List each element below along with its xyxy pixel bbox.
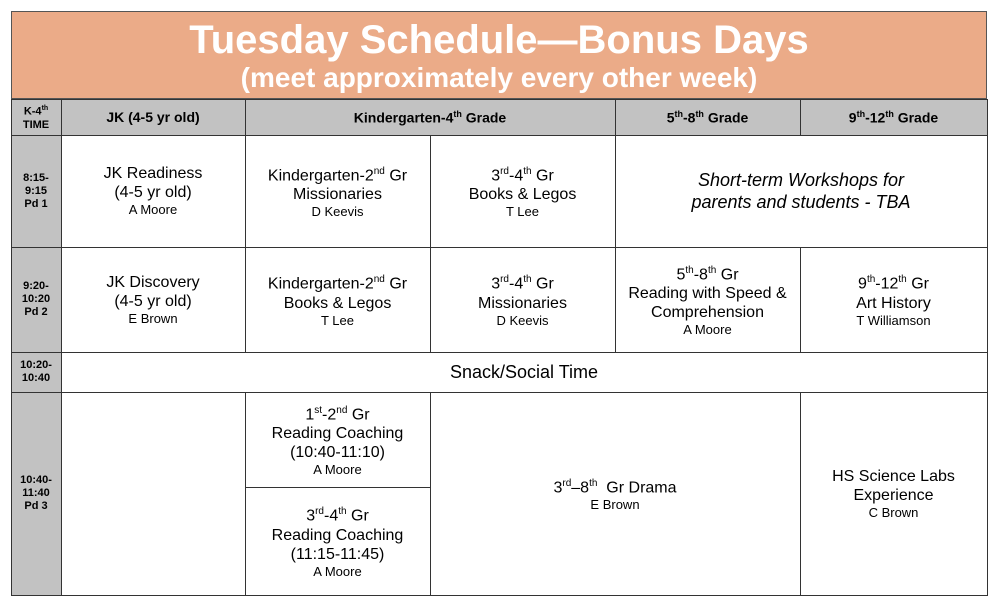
pd3-jk-empty [61, 392, 246, 596]
pd3-hs-science-labs: HS Science Labs Experience C Brown [800, 392, 988, 596]
pd3-reading-coaching-12: 1st-2nd Gr Reading Coaching (10:40-11:10) A Moore [245, 392, 431, 488]
pd3-drama-class: 3rd–8th Gr Drama E Brown [430, 392, 801, 596]
pd2-jk-class: JK Discovery (4-5 yr old) E Brown [61, 247, 246, 353]
pd1-k2-class: Kindergarten-2nd Gr Missionaries D Keevis [245, 135, 431, 248]
pd2-g912-class: 9th-12th Gr Art History T Williamson [800, 247, 988, 353]
time-pd2: 9:20- 10:20 Pd 2 [11, 247, 62, 353]
time-snack: 10:20- 10:40 [11, 352, 62, 393]
pd2-g34-class: 3rd-4th Gr Missionaries D Keevis [430, 247, 616, 353]
schedule-subtitle: (meet approximately every other week) [240, 62, 758, 93]
jk-column-header: JK (4-5 yr old) [61, 99, 246, 136]
pd2-k2-class: Kindergarten-2nd Gr Books & Legos T Lee [245, 247, 431, 353]
time-pd1: 8:15- 9:15 Pd 1 [11, 135, 62, 248]
pd2-g58-class: 5th-8th Gr Reading with Speed & Comprehension A Moore [615, 247, 801, 353]
time-pd3: 10:40- 11:40 Pd 3 [11, 392, 62, 596]
snack-social-time: Snack/Social Time [61, 352, 988, 393]
pd1-workshops: Short-term Workshops for parents and students - TBA [615, 135, 988, 248]
time-column-header: K-4th TIME [11, 99, 62, 136]
schedule-title: Tuesday Schedule—Bonus Days [189, 18, 809, 62]
schedule-header [11, 11, 987, 99]
pd3-reading-coaching-34: 3rd-4th Gr Reading Coaching (11:15-11:45) A Moore [245, 487, 431, 596]
k4-column-header: Kindergarten-4th Grade [245, 99, 616, 136]
g58-column-header: 5th-8th Grade [615, 99, 801, 136]
g912-column-header: 9th-12th Grade [800, 99, 988, 136]
pd1-jk-class: JK Readiness (4-5 yr old) A Moore [61, 135, 246, 248]
schedule-table [11, 99, 987, 595]
pd1-g34-class: 3rd-4th Gr Books & Legos T Lee [430, 135, 616, 248]
